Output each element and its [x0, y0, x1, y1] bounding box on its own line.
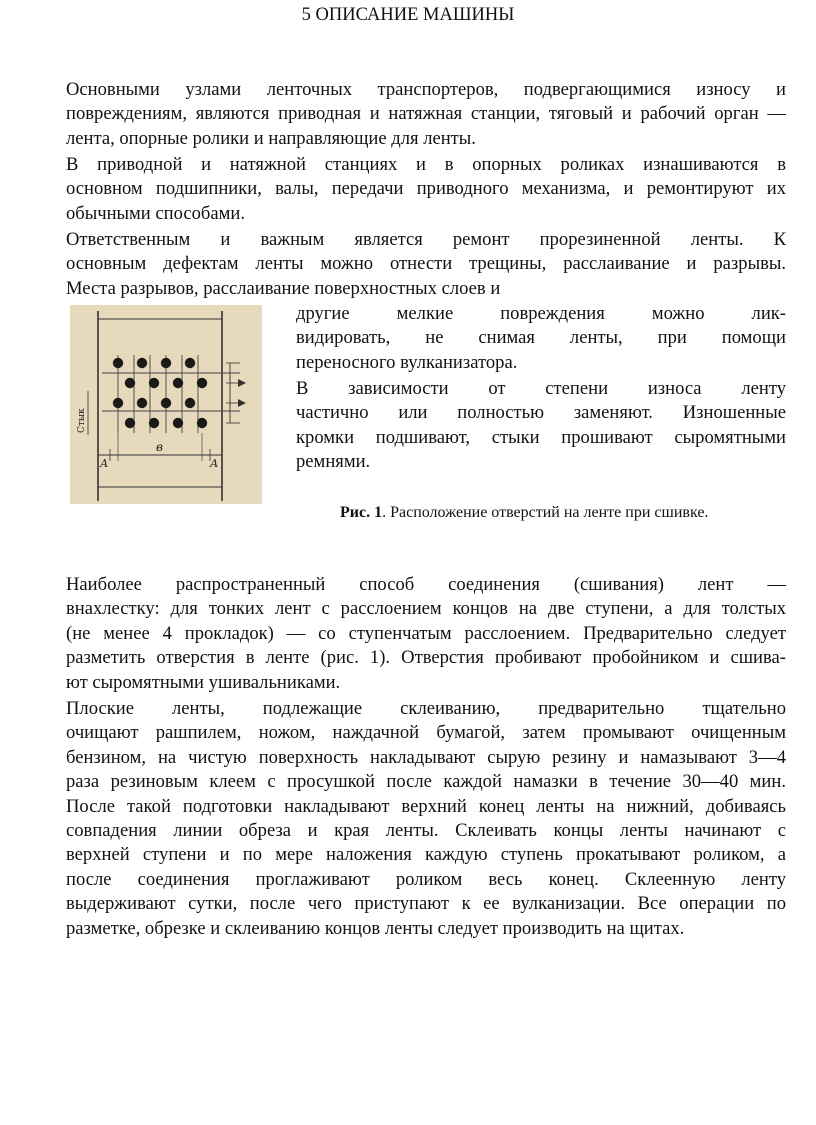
figure-caption	[340, 503, 708, 523]
text-line: раза резиновым клеем с просушкой после каждой намазки в течение 30—40 мин.	[66, 771, 786, 793]
figure-side-label: Стык	[77, 408, 87, 433]
text-line: обычными способами.	[66, 202, 246, 224]
paragraph-5	[66, 573, 786, 695]
paragraph-3	[66, 228, 786, 301]
text-line: лента, опорные ролики и направляющие для ленты.	[66, 127, 476, 149]
paragraph-3-continued	[296, 302, 786, 375]
text-line: повреждениям, являются приводная и натяжная станции, тяговый и рабочий орган —	[66, 103, 786, 125]
paragraph-4	[296, 377, 786, 475]
text-line: разметить отверстия в ленте (рис. 1). Отверстия пробивают пробойником и сшива-	[66, 647, 786, 669]
paragraph-1	[66, 78, 786, 151]
text-line: очищают рашпилем, ножом, наждачной бумагой, затем промывают очищенным	[66, 722, 786, 744]
text-line: Места разрывов, расслаивание поверхностных слоев и	[66, 277, 501, 299]
text-line: кромки подшивают, стыки прошивают сыромятными	[296, 426, 786, 448]
text-line: ремнями.	[296, 451, 371, 473]
figure-label-a-left: А	[100, 457, 109, 470]
text-line: Наиболее распространенный способ соединения (сшивания) лент —	[66, 574, 786, 595]
text-line: переносного вулканизатора.	[296, 351, 518, 373]
figure-label-b: в	[156, 440, 163, 454]
text-line: основным дефектам ленты можно отнести трещины, расслаивание и разрывы.	[66, 253, 786, 275]
text-line: В приводной и натяжной станциях и в опорных роликах изнашиваются в	[66, 154, 786, 175]
text-line: ют сыромятными ушивальниками.	[66, 671, 341, 693]
text-line: Плоские ленты, подлежащие склеиванию, предварительно тщательно	[66, 698, 786, 719]
belt-holes-figure	[70, 305, 262, 504]
text-line: основном подшипники, валы, передачи приводного механизма, и ремонтируют их	[66, 178, 786, 200]
text-line: внахлестку: для тонких лент с расслоением концов на две ступени, а для толстых	[66, 598, 786, 620]
text-line: верхней ступени и по мере наложения каждую ступень прокатывают роликом, а	[66, 844, 786, 866]
figure-label-a-right: А	[210, 457, 219, 470]
page-title: 5 ОПИСАНИЕ МАШИНЫ	[301, 5, 515, 25]
paragraph-2	[66, 153, 786, 226]
text-line: (не менее 4 прокладок) — со ступенчатым расслоением. Предварительно следует	[66, 622, 786, 644]
text-line: совпадения линии обреза и края ленты. Склеивать концы ленты начинают с	[66, 820, 786, 842]
text-line: бензином, на чистую поверхность накладывают сырую резину и намазывают 3—4	[66, 746, 786, 768]
text-line: другие мелкие повреждения можно лик-	[296, 303, 786, 324]
text-line: После такой подготовки накладывают верхний конец ленты на нижний, добиваясь	[66, 795, 786, 817]
text-line: Ответственным и важным является ремонт прорезиненной ленты. К	[66, 229, 786, 250]
text-line: видировать, не снимая ленты, при помощи	[296, 327, 786, 349]
paragraph-6	[66, 697, 786, 941]
text-line: выдерживают сутки, после чего приступают к ее вулканизации. Все операции по	[66, 893, 786, 915]
text-line: частично или полностью заменяют. Изношенные	[296, 402, 786, 424]
text-line: В зависимости от степени износа ленту	[296, 378, 786, 399]
text-line: Основными узлами ленточных транспортеров, подвергающимися износу и	[66, 79, 786, 100]
caption-label: Рис. 1	[340, 504, 383, 521]
caption-text: . Расположение отверстий на ленте при сшивке.	[382, 504, 709, 521]
text-line: после соединения проглаживают роликом весь конец. Склеенную ленту	[66, 868, 786, 890]
belt-diagram	[70, 305, 262, 504]
text-line: разметке, обрезке и склеиванию концов ленты следует производить на щитах.	[66, 917, 685, 939]
